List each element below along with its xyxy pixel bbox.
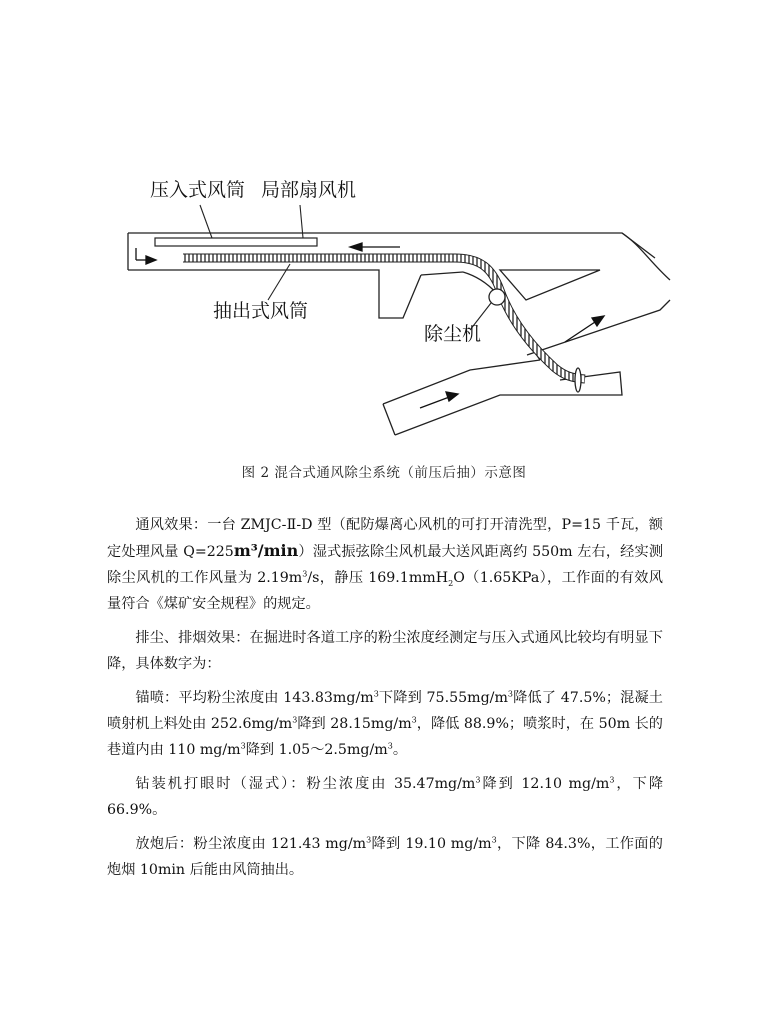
p4-sup-1: 3 <box>475 775 481 785</box>
dust-remover-circle <box>489 289 505 305</box>
air-flow-arrows <box>136 243 604 408</box>
p3-sup-2: 3 <box>507 689 514 699</box>
p1-sub: 2 <box>448 578 454 588</box>
p3-sup-5: 3 <box>240 741 246 751</box>
p1-sup: 3 <box>302 569 308 579</box>
label-extract-duct: 抽出式风筒 <box>213 300 309 322</box>
press-in-duct <box>155 238 317 246</box>
p5-text-a: 放炮后：粉尘浓度由 121.43 mg/m <box>135 836 367 852</box>
p3-sup-6: 3 <box>387 741 393 751</box>
ventilation-diagram-drawing <box>0 0 768 460</box>
label-press-duct: 压入式风筒 <box>150 179 246 201</box>
p4-text-c: ，下降 66.9%。 <box>107 776 664 818</box>
p3-text-a: 锚喷：平均粉尘浓度由 143.83mg/m <box>135 690 374 706</box>
ventilation-diagram <box>0 0 768 460</box>
p4-sup-2: 3 <box>609 775 615 785</box>
p3-sup-1: 3 <box>373 689 379 699</box>
paragraph-bolting-spraying <box>107 685 663 763</box>
p1-text-b: ）湿式振弦除尘风机最大送风距离约 550m 左右，经实测除尘风机的工作风量为 2.19m <box>107 544 664 586</box>
p4-text-b: 降到 12.10 mg/m <box>480 776 610 792</box>
p5-sup-2: 3 <box>491 835 497 845</box>
p1-text-a: 通风效果：一台 ZMJC-Ⅱ-D 型（配防爆离心风机的可打开清洗型，P=15 千瓦，额定处理风量 Q=225 <box>107 517 663 560</box>
p3-text-d: 降到 28.15mg/m <box>297 716 412 732</box>
p1-text-c: /s，静压 169.1mmH <box>307 570 449 586</box>
body-text <box>107 512 663 891</box>
p3-text-g: 。 <box>392 742 408 758</box>
p4-text-a: 钻装机打眼时（湿式）：粉尘浓度由 35.47mg/m <box>135 776 476 792</box>
figure-caption: 图 2 混合式通风除尘系统（前压后抽）示意图 <box>241 465 527 481</box>
p3-sup-3: 3 <box>292 715 298 725</box>
p3-text-b: 下降到 75.55mg/m <box>378 690 508 706</box>
p1-unit: m³/min <box>233 541 299 560</box>
p1-text-d: O（1.65KPa），工作面的有效风量符合《煤矿安全规程》的规定。 <box>107 570 663 612</box>
p3-text-e: ，降低 88.9%；喷浆时，在 50m 长的巷道内由 110 mg/m <box>107 716 663 758</box>
p5-text-b: 降到 19.10 mg/m <box>371 836 492 852</box>
pillar <box>500 270 600 300</box>
label-dust-remover: 除尘机 <box>424 323 482 345</box>
paragraph-ventilation-effect <box>107 512 663 617</box>
fan-ring <box>575 368 581 392</box>
paragraph-drilling <box>107 771 663 823</box>
p3-text-f: 降到 1.05～2.5mg/m <box>245 742 388 758</box>
p5-text-c: ，下降 84.3%，工作面的炮烟 10min 后能由风筒抽出。 <box>107 836 663 878</box>
label-local-fan: 局部扇风机 <box>261 179 357 201</box>
p3-sup-4: 3 <box>411 715 417 725</box>
paragraph-blasting <box>107 831 663 883</box>
p3-text-c: 降低了 47.5%；混凝土喷射机上料处由 252.6mg/m <box>107 690 663 732</box>
paragraph-dust-smoke-effect: 排尘、排烟效果：在掘进时各道工序的粉尘浓度经测定与压入式通风比较均有明显下降，具体数字为： <box>107 630 663 672</box>
tunnel-outline <box>128 233 670 435</box>
p5-sup-1: 3 <box>366 835 372 845</box>
